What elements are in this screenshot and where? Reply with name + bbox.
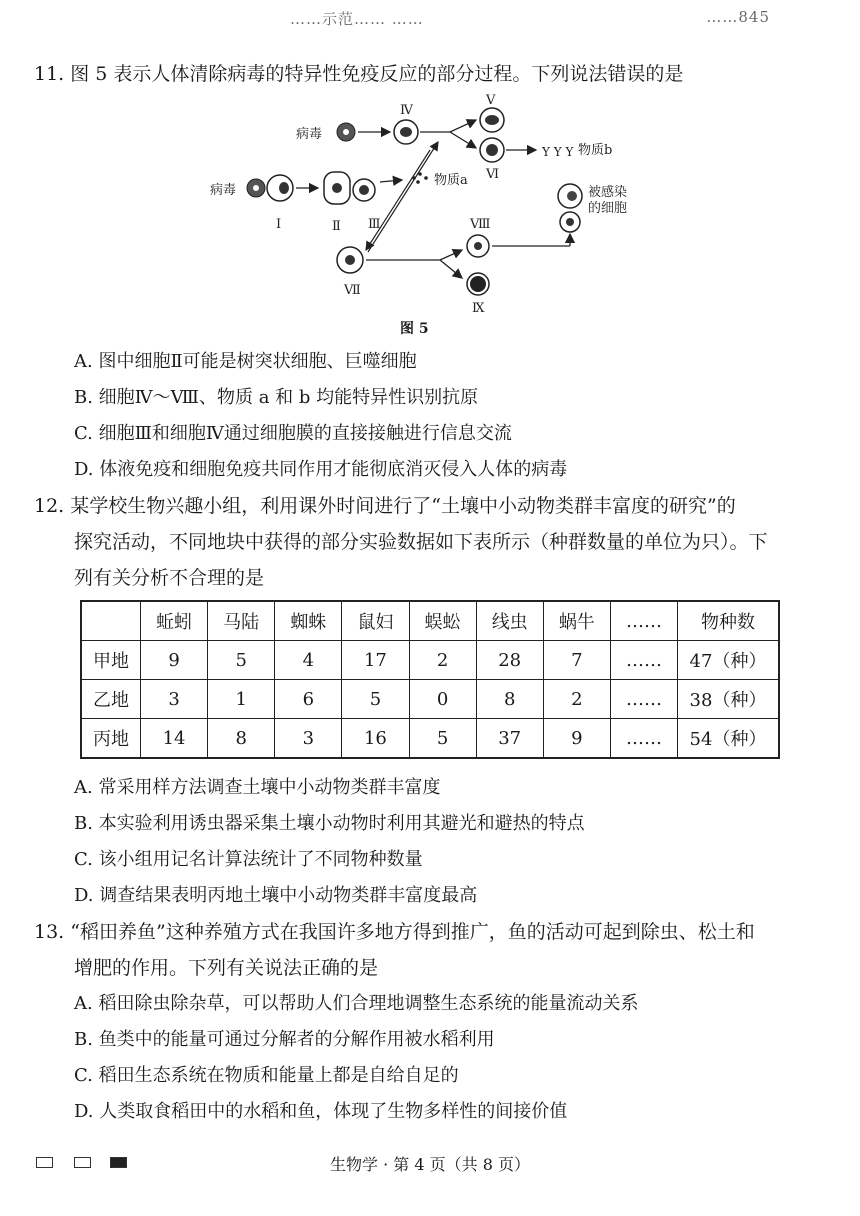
infected-label-2: 的细胞 (588, 201, 628, 216)
antibody-icon: Y Y Y (542, 145, 574, 159)
q13-option-d: D. 人类取食稻田中的水稻和鱼，体现了生物多样性的间接价值 (74, 1101, 568, 1122)
q11-option-b: B. 细胞Ⅳ～Ⅷ、物质 a 和 b 均能特异性识别抗原 (74, 387, 479, 408)
question-text-line1: “稻田养鱼”这种养殖方式在我国许多地方得到推广，鱼的活动可起到除虫、松土和 (70, 921, 755, 943)
table-header-cell: 鼠妇 (342, 601, 409, 641)
table-cell: 9 (543, 719, 610, 759)
q12-option-c: C. 该小组用记名计算法统计了不同物种数量 (74, 849, 423, 870)
header-lead: ……示范…… …… (290, 10, 424, 28)
table-cell: 17 (342, 641, 409, 680)
table-cell: 9 (141, 641, 208, 680)
q11-option-d: D. 体液免疫和细胞免疫共同作用才能彻底消灭侵入人体的病毒 (74, 459, 568, 480)
table-cell: 丙地 (81, 719, 141, 759)
table-cell: …… (610, 641, 677, 680)
infected-label: 被感染 (588, 185, 628, 200)
question-12-stem (34, 488, 800, 524)
table-cell: 14 (141, 719, 208, 759)
question-text: 图 5 表示人体清除病毒的特异性免疫反应的部分过程。下列说法错误的是 (70, 63, 684, 85)
q12-option-a: A. 常采用样方法调查土壤中小动物类群丰富度 (74, 777, 441, 798)
roman-5: Ⅴ (486, 93, 496, 108)
roman-7: Ⅶ (344, 283, 361, 298)
species-table (80, 600, 780, 759)
table-cell: 乙地 (81, 680, 141, 719)
table-cell: 3 (275, 719, 342, 759)
table-cell: 6 (275, 680, 342, 719)
table-cell: 8 (208, 719, 275, 759)
table-cell: 4 (275, 641, 342, 680)
table-cell: 甲地 (81, 641, 141, 680)
roman-4: Ⅳ (400, 103, 413, 118)
virus-label-1: 病毒 (296, 127, 323, 142)
table-row (81, 719, 779, 759)
table-cell: 3 (141, 680, 208, 719)
table-cell: 8 (476, 680, 543, 719)
table-cell: 54（种） (678, 719, 780, 759)
virus-icon (337, 123, 355, 141)
table-header-cell: 蜘蛛 (275, 601, 342, 641)
table-cell: 37 (476, 719, 543, 759)
page-footer (0, 1152, 860, 1176)
table-header-cell: 蜈蚣 (409, 601, 476, 641)
table-cell: 47（种） (678, 641, 780, 680)
question-12-line3: 列有关分析不合理的是 (74, 567, 265, 589)
q13-option-a: A. 稻田除虫除杂草，可以帮助人们合理地调整生态系统的能量流动关系 (74, 993, 639, 1014)
substance-b-label: 物质b (578, 143, 613, 158)
table-header-cell: 蚯蚓 (141, 601, 208, 641)
table-header-cell: …… (610, 601, 677, 641)
roman-9: Ⅸ (472, 301, 485, 316)
question-text-line1: 某学校生物兴趣小组，利用课外时间进行了“土壤中小动物类群丰富度的研究”的 (70, 495, 736, 517)
table-header-cell: 线虫 (476, 601, 543, 641)
page-number: 生物学 · 第 4 页（共 8 页） (330, 1155, 530, 1174)
q11-option-a: A. 图中细胞Ⅱ可能是树突状细胞、巨噬细胞 (74, 351, 417, 372)
roman-1: Ⅰ (276, 217, 282, 232)
page-header (270, 8, 790, 30)
question-11-stem (34, 56, 800, 92)
table-cell: 5 (208, 641, 275, 680)
q13-option-b: B. 鱼类中的能量可通过分解者的分解作用被水稻利用 (74, 1029, 495, 1050)
q12-option-d: D. 调查结果表明丙地土壤中小动物类群丰富度最高 (74, 885, 478, 906)
table-cell: 38（种） (678, 680, 780, 719)
table-header-cell: 物种数 (678, 601, 780, 641)
table-cell: …… (610, 680, 677, 719)
table-header-cell (81, 601, 141, 641)
table-cell: 0 (409, 680, 476, 719)
footer-box-icon (74, 1157, 91, 1168)
roman-8: Ⅷ (470, 217, 491, 232)
table-cell: …… (610, 719, 677, 759)
table-header-row (81, 601, 779, 641)
roman-3: Ⅲ (368, 217, 381, 232)
table-cell: 5 (342, 680, 409, 719)
question-13-line2: 增肥的作用。下列有关说法正确的是 (74, 957, 379, 979)
table-row (81, 641, 779, 680)
q12-option-b: B. 本实验利用诱虫器采集土壤小动物时利用其避光和避热的特点 (74, 813, 585, 834)
table-cell: 2 (543, 680, 610, 719)
immune-process-figure (200, 92, 630, 324)
question-12-line2: 探究活动，不同地块中获得的部分实验数据如下表所示（种群数量的单位为只）。下 (74, 531, 768, 553)
footer-filled-box-icon (110, 1157, 127, 1168)
table-cell: 1 (208, 680, 275, 719)
table-cell: 2 (409, 641, 476, 680)
substance-a-label: 物质a (434, 173, 468, 188)
question-number: 13. (34, 921, 65, 943)
roman-2: Ⅱ (332, 219, 341, 234)
question-13-stem (34, 914, 800, 950)
virus-label-2: 病毒 (210, 183, 237, 198)
table-cell: 28 (476, 641, 543, 680)
table-header-cell: 蜗牛 (543, 601, 610, 641)
question-number: 11. (34, 63, 65, 85)
roman-6: Ⅵ (486, 167, 500, 182)
header-code: ……845 (706, 8, 770, 26)
footer-box-icon (36, 1157, 53, 1168)
q13-option-c: C. 稻田生态系统在物质和能量上都是自给自足的 (74, 1065, 459, 1086)
table-cell: 5 (409, 719, 476, 759)
question-number: 12. (34, 495, 65, 517)
table-cell: 16 (342, 719, 409, 759)
table-header-cell: 马陆 (208, 601, 275, 641)
figure-caption: 图 5 (400, 321, 429, 337)
q11-option-c: C. 细胞Ⅲ和细胞Ⅳ通过细胞膜的直接接触进行信息交流 (74, 423, 512, 444)
table-row (81, 680, 779, 719)
table-cell: 7 (543, 641, 610, 680)
